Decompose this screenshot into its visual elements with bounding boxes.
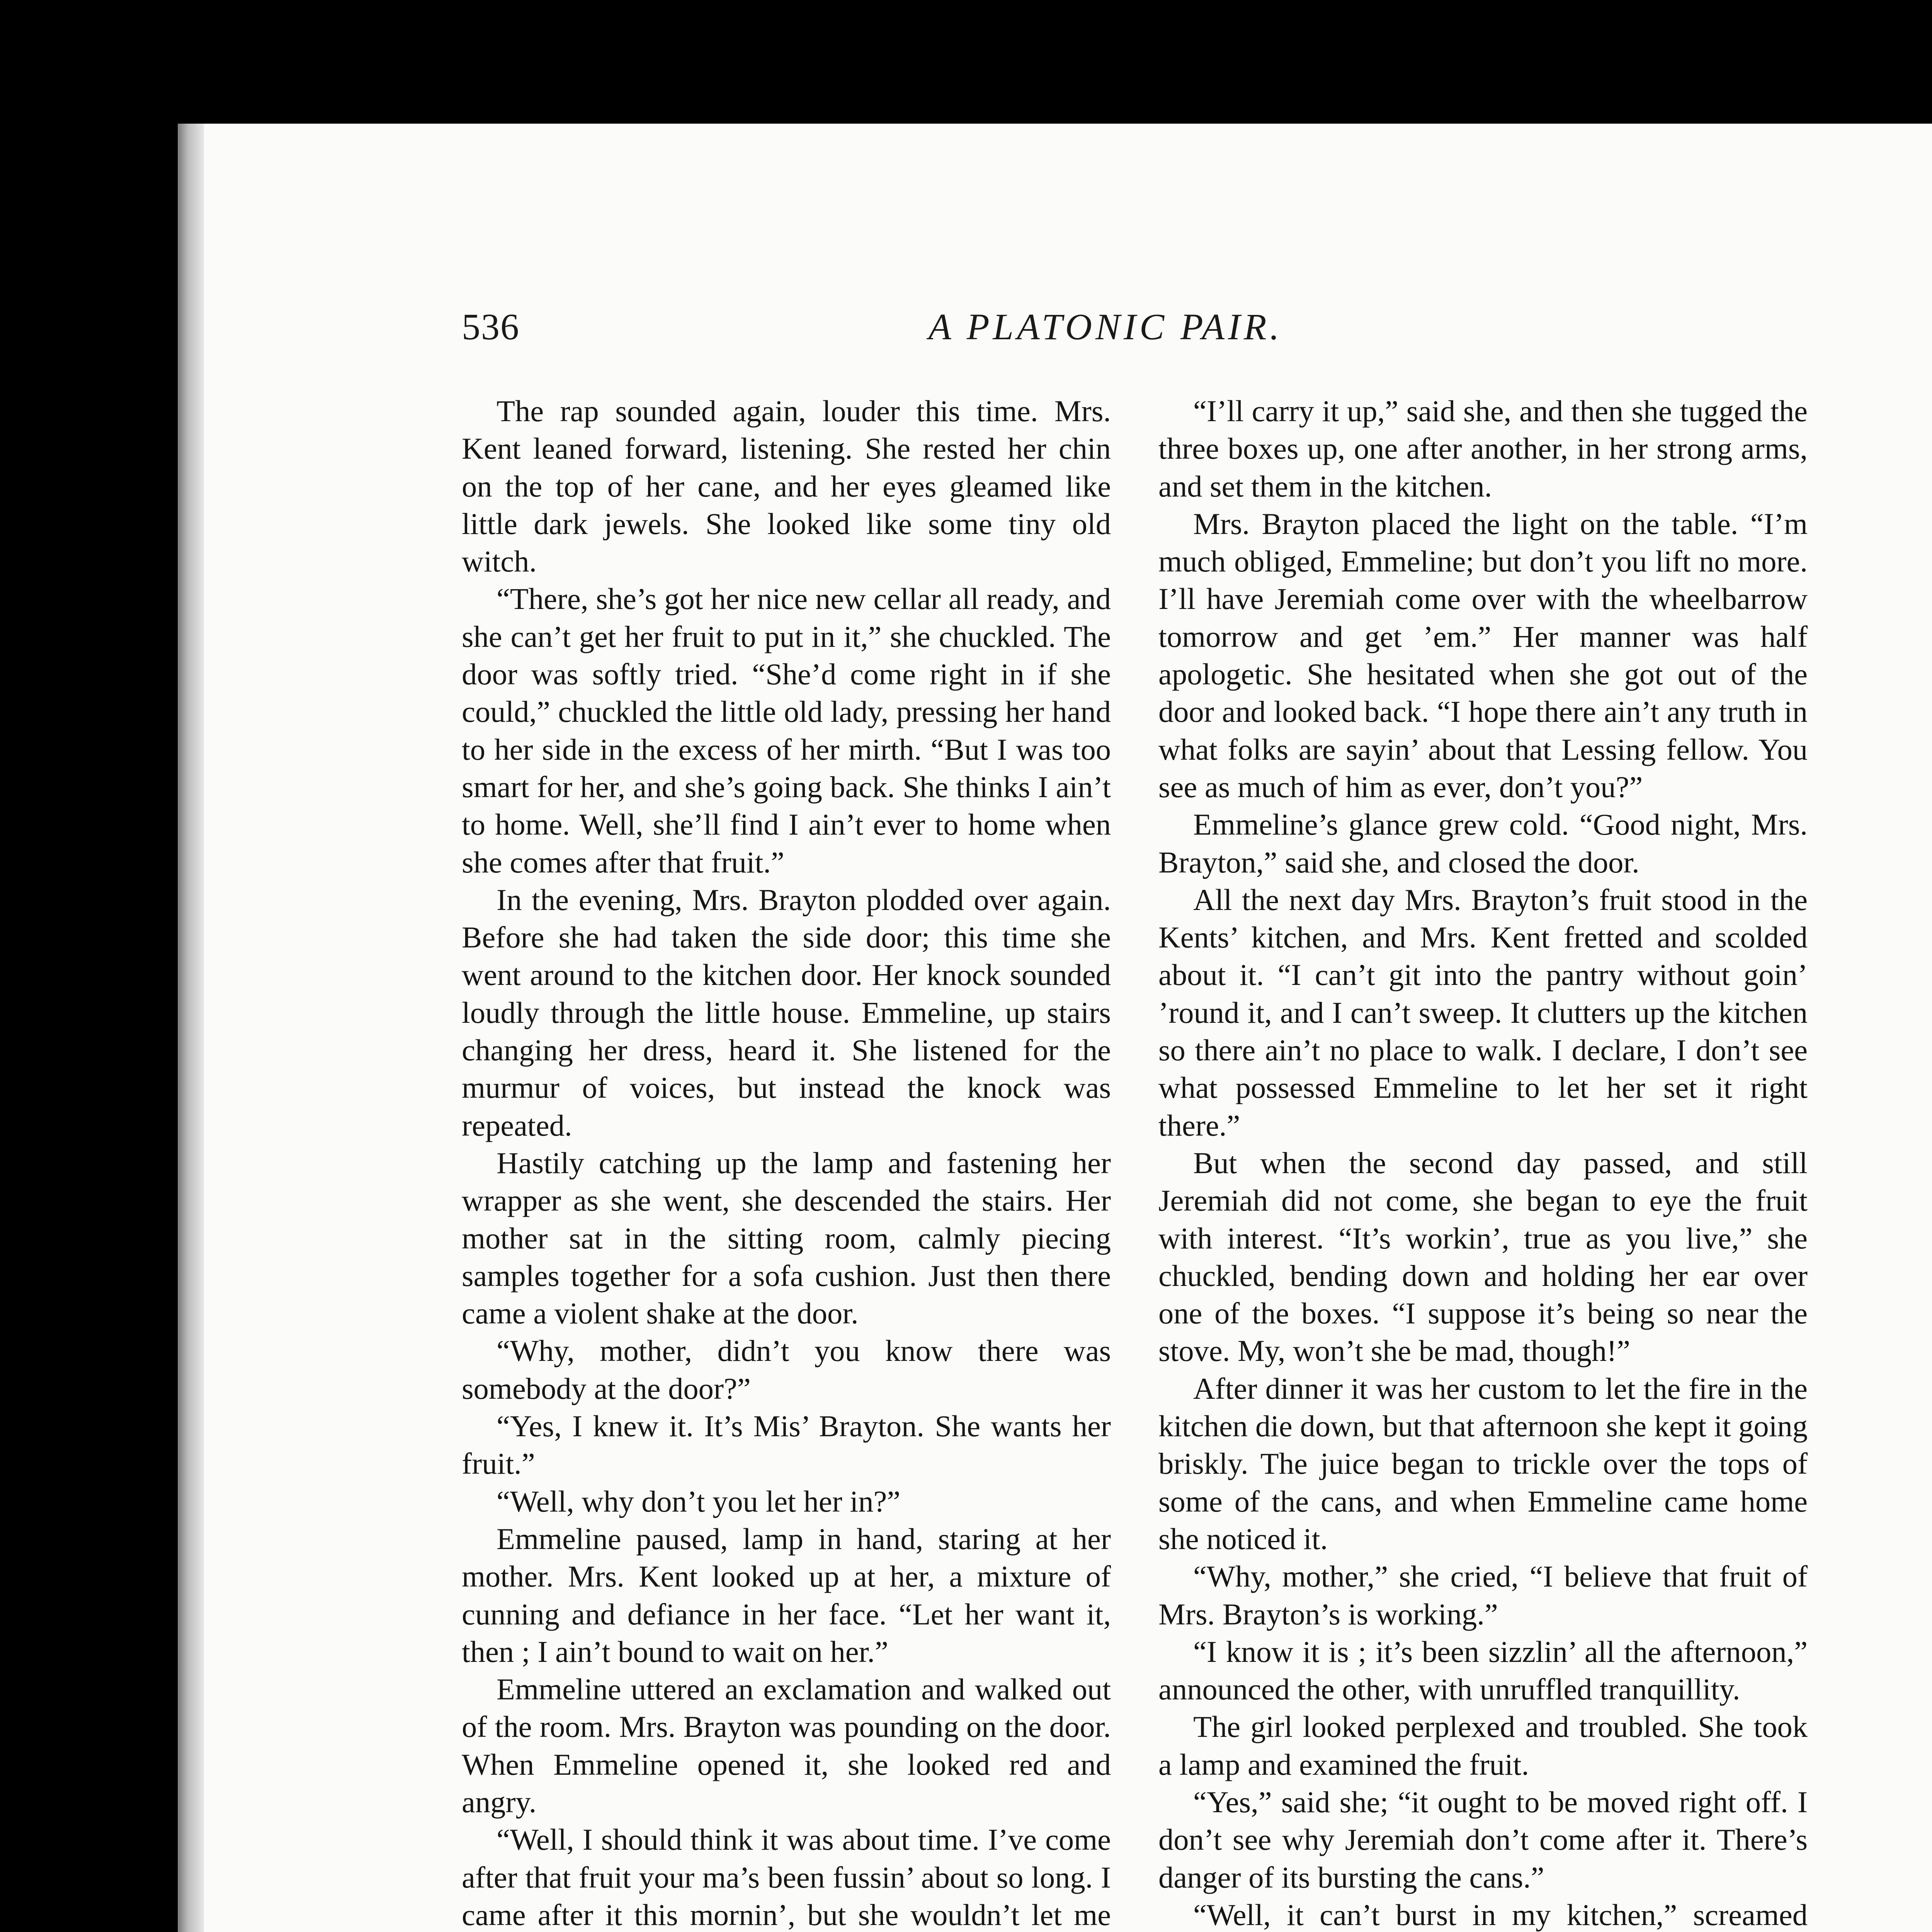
paragraph: After dinner it was her custom to let the fire in the kitchen die down, but that afternoon she kept it going briskly. The juice began to trickle over the tops of some of the cans, and when Emmeline came home she noticed it. — [1158, 1371, 1808, 1556]
paragraph: “I know it is ; it’s been sizzlin’ all the afternoon,” announced the other, with unruffled tranquillity. — [1158, 1634, 1808, 1706]
paragraph: The rap sounded again, louder this time. Mrs. Kent leaned forward, listening. She rested her chin on the top of her cane, and her eyes gleamed like little dark jewels. She looked like some tiny old witch. — [462, 394, 1111, 578]
paragraph: But when the second day passed, and still Jeremiah did not come, she began to eye the fruit with interest. “It’s workin’, true as you live,” she chuckled, bending down and holding her ear over one of the boxes. “I suppose it’s being so near the stove. My, won’t she be mad, though!” — [1158, 1146, 1808, 1368]
page-number: 536 — [462, 306, 520, 347]
running-title: A PLATONIC PAIR. — [929, 306, 1283, 347]
paragraph: “Yes, I knew it. It’s Mis’ Brayton. She wants her fruit.” — [462, 1409, 1111, 1481]
paragraph: Emmeline’s glance grew cold. “Good night, Mrs. Brayton,” said she, and closed the door. — [1158, 808, 1808, 879]
paragraph: “Well, I should think it was about time. I’ve come after that fruit your ma’s been fussin’ about so long. I came after it this mornin’, but she wouldn’t let me — [462, 1823, 1111, 1932]
paragraph: Hastily catching up the lamp and fastening her wrapper as she went, she descended the stairs. Her mother sat in the sitting room, calmly piecing samples together for a sofa cushion. Just then there came a violent shake at the door. — [462, 1146, 1111, 1330]
paragraph: Emmeline uttered an exclamation and walked out of the room. Mrs. Brayton was pounding on the door. When Emmeline opened it, she looked red and angry. — [462, 1672, 1111, 1819]
text-column-left — [462, 392, 1111, 1932]
paragraph: “Yes,” said she; “it ought to be moved right off. I don’t see why Jeremiah don’t come after it. There’s danger of its bursting the cans.” — [1158, 1785, 1808, 1894]
page-gutter-shadow — [178, 124, 204, 1932]
paragraph: Emmeline paused, lamp in hand, staring at her mother. Mrs. Kent looked up at her, a mixture of cunning and defiance in her face. “Let her want it, then ; I ain’t bound to wait on her.” — [462, 1522, 1111, 1668]
paragraph: Mrs. Brayton placed the light on the table. “I’m much obliged, Emmeline; but don’t you lift no more. I’ll have Jeremiah come over with the wheelbarrow tomorrow and get ’em.” Her manner was half apologetic. She hesitated when she got out of the door and looked back. “I hope there ain’t any truth in what folks are sayin’ about that Lessing fellow. You see as much of him as ever, don’t you?” — [1158, 507, 1808, 804]
text-column-right — [1158, 392, 1808, 1932]
paragraph: “I’ll carry it up,” said she, and then she tugged the three boxes up, one after another, in her strong arms, and set them in the kitchen. — [1158, 394, 1808, 503]
paragraph: “Well, why don’t you let her in?” — [497, 1484, 901, 1518]
paragraph: “There, she’s got her nice new cellar all ready, and she can’t get her fruit to put in it,” she chuckled. The door was softly tried. “She’d come right in if she could,” chuckled the little old lady, pressing her hand to her side in the excess of her mirth. “But I was too smart for her, and she’s going back. She thinks I ain’t to home. Well, she’ll find I ain’t ever to home when she comes after that fruit.” — [462, 582, 1111, 879]
paragraph: “Well, it can’t burst in my kitchen,” screamed — [1193, 1898, 1808, 1932]
paragraph: The girl looked perplexed and troubled. She took a lamp and examined the fruit. — [1158, 1710, 1808, 1781]
paragraph: “Why, mother,” she cried, “I believe that fruit of Mrs. Brayton’s is working.” — [1158, 1560, 1808, 1631]
page-header — [462, 305, 1748, 359]
paragraph: In the evening, Mrs. Brayton plodded over again. Before she had taken the side door; this time she went around to the kitchen door. Her knock sounded loudly through the little house. Emmeline, up stairs changing her dress, heard it. She listened for the murmur of voices, but instead the knock was repeated. — [462, 883, 1111, 1142]
paragraph: “Why, mother, didn’t you know there was somebody at the door?” — [462, 1334, 1111, 1405]
paragraph: All the next day Mrs. Brayton’s fruit stood in the Kents’ kitchen, and Mrs. Kent fretted and scolded about it. “I can’t git into the pantry without goin’ ’round it, and I can’t sweep. It clutters up the kitchen so there ain’t no place to walk. I declare, I don’t see what possessed Emmeline to let her set it right there.” — [1158, 883, 1808, 1142]
